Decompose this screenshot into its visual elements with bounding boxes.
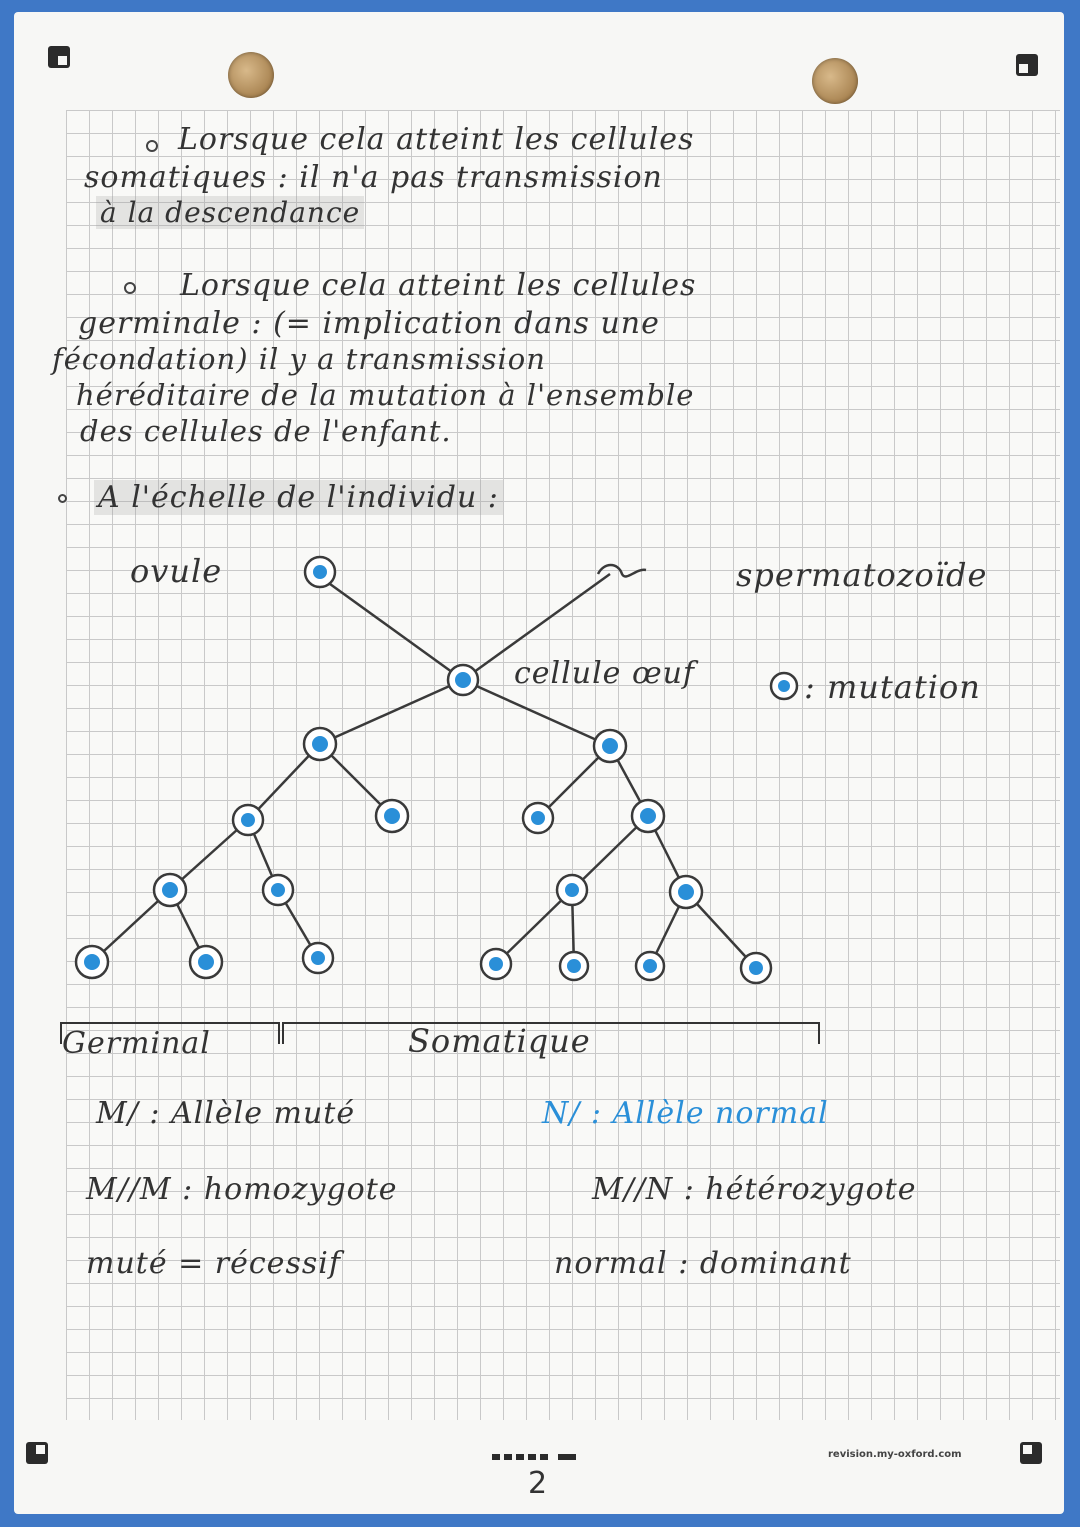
dominant-definition: normal : dominant <box>554 1246 852 1281</box>
note-line: somatiques : il n'a pas transmission <box>84 160 663 195</box>
somatic-label: Somatique <box>408 1022 591 1060</box>
ovule-label: ovule <box>130 552 223 590</box>
note-line: fécondation) il y a transmission <box>52 342 546 376</box>
egg-cell-label: cellule œuf <box>514 656 696 691</box>
legend-label: : mutation <box>804 668 981 706</box>
n-allele-definition: N/ : Allèle normal <box>542 1096 829 1131</box>
heterozygote-definition: M//N : hétérozygote <box>592 1172 917 1207</box>
note-line: héréditaire de la mutation à l'ensemble <box>76 378 695 412</box>
note-line: des cellules de l'enfant. <box>80 414 452 448</box>
note-line: Lorsque cela atteint les cellules <box>178 122 695 157</box>
note-line: à la descendance <box>96 196 364 229</box>
section-title: A l'échelle de l'individu : <box>94 480 503 515</box>
note-line: germinale : (= implication dans une <box>78 306 660 341</box>
germinal-label: Germinal <box>62 1026 211 1061</box>
sperm-label: spermatozoïde <box>736 556 988 594</box>
homozygote-definition: M//M : homozygote <box>86 1172 398 1207</box>
note-line: Lorsque cela atteint les cellules <box>180 268 697 303</box>
footer-url: revision.my-oxford.com <box>828 1449 962 1460</box>
page-marker <box>492 1454 576 1460</box>
page-number: 2 <box>528 1466 548 1501</box>
recessive-definition: muté = récessif <box>86 1246 341 1281</box>
m-allele-definition: M/ : Allèle muté <box>96 1096 356 1131</box>
